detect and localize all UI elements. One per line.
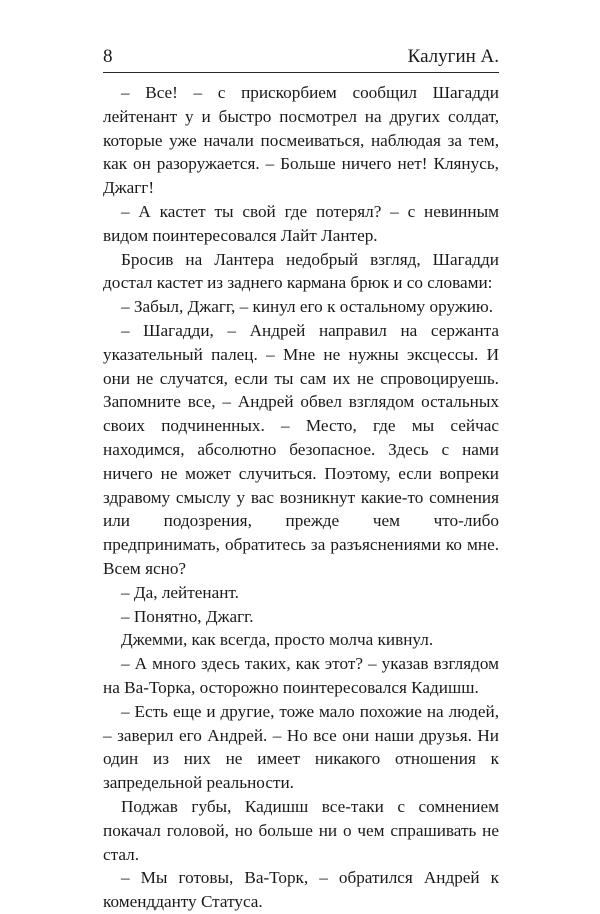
text-line: Бросив на Лантера недобрый взгляд, Шагадди до [103,249,499,293]
text-line: – Все! – с прискорбием сообщил Шагадди лейтенант [103,83,499,126]
text-line: – А кастет ты свой где потерял? – с невинным видом [103,201,499,245]
text-line: данту Статуса. [155,892,263,912]
paragraph [103,628,499,652]
paragraph [103,295,499,319]
text-line: жается. – Больше ничего нет! Клянусь, Джагг! [103,154,499,198]
text-line: тельный палец. – Мне не нужны эксцессы. И они не слу [103,344,499,388]
paragraph [103,700,499,795]
text-line: – Мы готовы, Ва-Торк, – обратился Андрей к коменд [103,868,499,912]
paragraph [103,319,499,581]
paragraph [103,248,499,296]
paragraph [103,605,499,629]
paragraph [103,866,499,914]
text-line: – Понятно, Джагг. [121,606,254,626]
text-line: бо предпринимать, обратитесь за разъяснениями ко [103,511,499,555]
text-line: какие-то сомнения или подозрения, прежде чем что-ли [103,487,500,531]
text-line: стал кастет из заднего кармана брюк и со словами: [120,273,493,293]
text-line: Джемми, как всегда, просто молча кивнул. [121,630,434,650]
text-line: начали посмеиваться, наблюдая за тем, как он разору [103,130,499,174]
text-line: поинтересовался Лайт Лантер. [152,225,378,245]
text-line: заверил его Андрей. – Но все они наши друзья. Ни один [103,725,500,769]
paragraph [103,200,499,248]
text-line: Поэтому, если вопреки здравому смыслу у вас возникнут [103,463,499,507]
running-title: Калугин А. [407,46,499,67]
paragraph [103,652,499,700]
text-line: Поджав губы, Кадишш все-таки с сомнением покачал [103,796,499,840]
text-line: – Есть еще и другие, тоже мало похожие на людей, – [103,701,499,745]
paragraph [103,81,499,200]
text-line: все, – Андрей обвел взглядом остальных своих подчи [103,392,499,436]
page-number: 8 [103,46,113,67]
text-line: из них не имеет никакого отношения к запредельной [103,749,499,793]
text-line: у и быстро посмотрел на других солдат, которые уже [103,106,499,150]
text-line: – Да, лейтенант. [121,582,239,602]
text-line: – Шагадди, – Андрей направил на сержанта указа [103,320,499,364]
paragraph [103,581,499,605]
text-line: чатся, если ты сам их не спровоцируешь. Запомните [103,368,499,412]
text-line: головой, но больше ни о чем спрашивать не стал. [103,820,499,864]
text-line: ненных. – Место, где мы сейчас находимся, абсолютно [103,416,499,459]
text-line: – А много здесь таких, как этот? – указав взглядом на [103,654,499,697]
running-header [103,46,499,73]
text-line: реальности. [206,773,294,793]
body-text [103,81,499,914]
text-line: мне. Всем ясно? [103,535,499,578]
text-line: безопасное. Здесь с нами ничего не может случиться. [103,439,499,483]
text-line: – Забыл, Джагг, – кинул его к остальному оружию. [121,297,494,317]
text-line: Ва-Торка, осторожно поинтересовался Кадишш. [124,677,479,697]
paragraph [103,795,499,866]
